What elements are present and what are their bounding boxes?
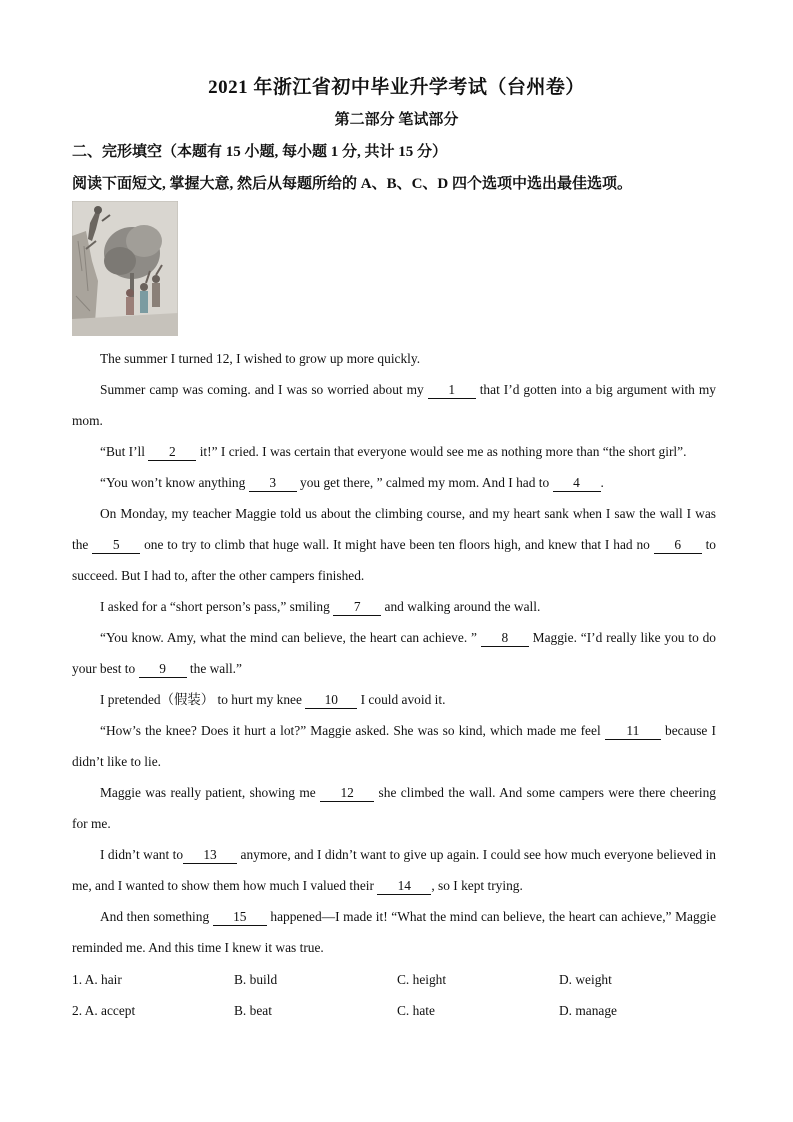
question-row bbox=[72, 972, 722, 1003]
passage-text: Summer camp was coming. and I was so worried about my bbox=[100, 382, 428, 397]
passage-text: “How’s the knee? Does it hurt a lot?” Maggie asked. She was so kind, which made me feel bbox=[100, 723, 605, 738]
passage-text: anymore, and I didn’t want to give up again. I could see how much everyone believed in me, and I wanted to show them how much I valued their bbox=[72, 847, 716, 893]
passage-text: happened—I made it! “What the mind can believe, the heart can achieve,” Maggie reminded me. And this time I knew it was true. bbox=[72, 909, 717, 955]
passage-text: she climbed the wall. And some campers were there cheering for me. bbox=[72, 785, 716, 831]
passage-text: to succeed. But I had to, after the other campers finished. bbox=[72, 537, 717, 583]
answer-blank[interactable]: 7 bbox=[333, 599, 381, 616]
passage-text: because I didn’t like to lie. bbox=[72, 723, 716, 769]
passage-paragraph bbox=[72, 901, 716, 963]
passage-text: that I’d gotten into a big argument with my mom. bbox=[72, 382, 716, 428]
section-heading: 二、完形填空（本题有 15 小题, 每小题 1 分, 共计 15 分） bbox=[72, 144, 448, 160]
passage-paragraph bbox=[72, 684, 716, 715]
passage-paragraph bbox=[72, 467, 716, 498]
page-title: 2021 年浙江省初中毕业升学考试（台州卷） bbox=[208, 77, 585, 98]
climbing-illustration bbox=[72, 201, 178, 336]
instruction-text: 阅读下面短文, 掌握大意, 然后从每题所给的 A、B、C、D 四个选项中选出最佳选项。 bbox=[72, 176, 633, 192]
answer-blank[interactable]: 10 bbox=[305, 692, 357, 709]
page-subtitle: 第二部分 笔试部分 bbox=[334, 112, 459, 128]
option-b[interactable]: B. beat bbox=[234, 1003, 272, 1018]
passage-text: . bbox=[600, 475, 604, 490]
passage-paragraph bbox=[72, 343, 716, 374]
passage-paragraph bbox=[72, 591, 716, 622]
option-b[interactable]: B. build bbox=[234, 972, 278, 987]
passage-text: and walking around the wall. bbox=[381, 599, 541, 614]
passage-text: Maggie was really patient, showing me bbox=[100, 785, 321, 800]
cloze-passage bbox=[72, 343, 716, 963]
passage-text: I could avoid it. bbox=[357, 692, 446, 707]
answer-blank[interactable]: 3 bbox=[249, 475, 297, 492]
passage-text: And then something bbox=[100, 909, 213, 924]
passage-text: I pretended（假装） to hurt my knee bbox=[100, 692, 306, 707]
answer-blank[interactable]: 6 bbox=[654, 537, 702, 554]
passage-paragraph bbox=[72, 498, 716, 591]
passage-text: it!” I cried. I was certain that everyone would see me as nothing more than “the short girl”. bbox=[196, 444, 687, 459]
passage-text: I asked for a “short person’s pass,” smiling bbox=[100, 599, 334, 614]
answer-blank[interactable]: 14 bbox=[377, 878, 431, 895]
passage-text: , so I kept trying. bbox=[431, 878, 523, 893]
answer-blank[interactable]: 11 bbox=[605, 723, 661, 740]
passage-text: “You won’t know anything bbox=[100, 475, 249, 490]
answer-blank[interactable]: 15 bbox=[213, 909, 267, 926]
passage-paragraph bbox=[72, 839, 716, 901]
option-d[interactable]: D. manage bbox=[559, 1003, 618, 1018]
answer-blank[interactable]: 12 bbox=[320, 785, 374, 802]
answer-blank[interactable]: 2 bbox=[148, 444, 196, 461]
answer-blank[interactable]: 4 bbox=[553, 475, 601, 492]
passage-paragraph bbox=[72, 777, 716, 839]
passage-paragraph bbox=[72, 374, 716, 436]
option-c[interactable]: C. height bbox=[397, 972, 447, 987]
question-options bbox=[72, 972, 722, 1034]
passage-text: “But I’ll bbox=[100, 444, 149, 459]
passage-text: Maggie. “I’d really like you to do your best to bbox=[72, 630, 716, 676]
answer-blank[interactable]: 9 bbox=[139, 661, 187, 678]
passage-text: “You know. Amy, what the mind can believe, the heart can achieve. ” bbox=[100, 630, 481, 645]
question-row bbox=[72, 1003, 722, 1034]
passage-text: you get there, ” calmed my mom. And I had to bbox=[296, 475, 553, 490]
option-a[interactable]: 1. A. hair bbox=[72, 972, 122, 987]
answer-blank[interactable]: 5 bbox=[92, 537, 140, 554]
passage-text: The summer I turned 12, I wished to grow up more quickly. bbox=[100, 351, 421, 366]
passage-paragraph bbox=[72, 715, 716, 777]
answer-blank[interactable]: 1 bbox=[428, 382, 476, 399]
answer-blank[interactable]: 8 bbox=[481, 630, 529, 647]
passage-text: the wall.” bbox=[186, 661, 242, 676]
passage-text: On Monday, my teacher Maggie told us about the climbing course, and my heart sank when I saw the wall I was the bbox=[72, 506, 716, 552]
passage-text: one to try to climb that huge wall. It might have been ten floors high, and knew that I had no bbox=[140, 537, 654, 552]
answer-blank[interactable]: 13 bbox=[183, 847, 237, 864]
option-a[interactable]: 2. A. accept bbox=[72, 1003, 136, 1018]
passage-paragraph bbox=[72, 436, 716, 467]
passage-text: I didn’t want to bbox=[100, 847, 184, 862]
option-d[interactable]: D. weight bbox=[559, 972, 612, 987]
option-c[interactable]: C. hate bbox=[397, 1003, 435, 1018]
passage-paragraph bbox=[72, 622, 716, 684]
